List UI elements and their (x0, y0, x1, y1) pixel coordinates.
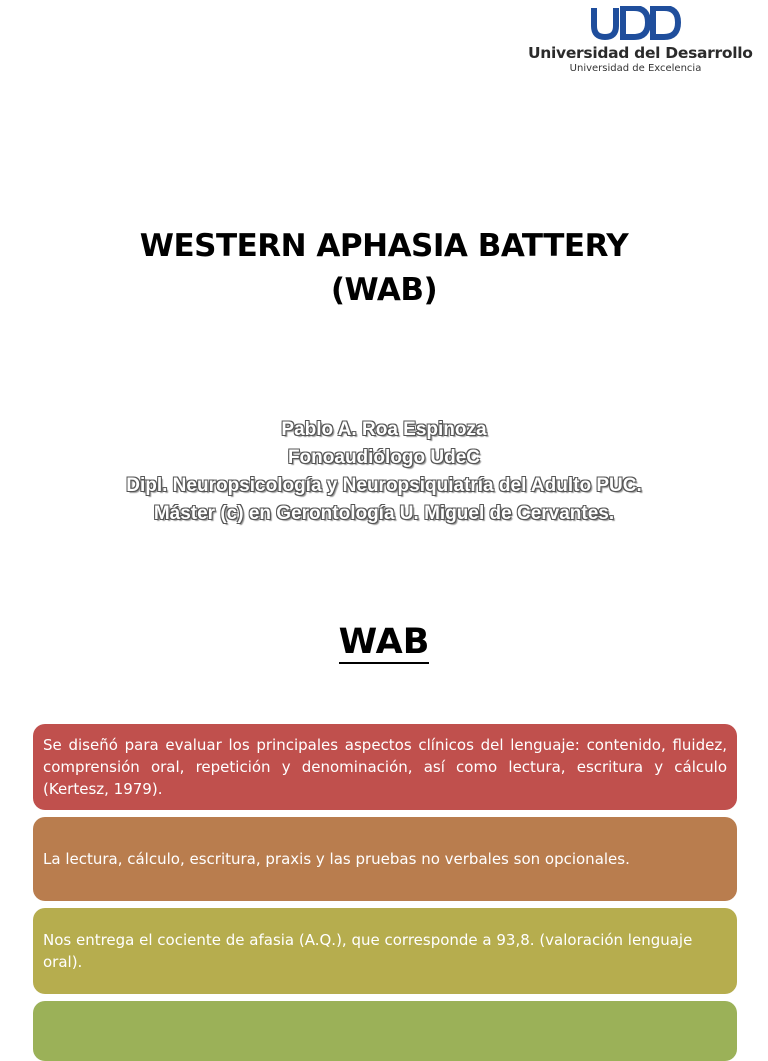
info-box-design (33, 724, 737, 810)
logo-name: Universidad del Desarrollo (528, 44, 753, 62)
udd-logo-icon (590, 6, 682, 40)
info-box-next (33, 1001, 737, 1061)
title-line-1: WESTERN APHASIA BATTERY (139, 228, 629, 264)
author-master: Máster (c) en Gerontología U. Miguel de Cervantes. (153, 503, 615, 524)
slide-title (40, 224, 728, 312)
info-box-design-text: Se diseñó para evaluar los principales aspectos clínicos del lenguaje: contenido, fluidez, comprensión oral, repetición y denominación, así como lectura, escritura y cálculo (Kertesz, 1979). (43, 736, 727, 798)
info-box-quotient-text: Nos entrega el cociente de afasia (A.Q.), que corresponde a 93,8. (valoración lenguaje oral). (43, 931, 693, 971)
author-diploma: Dipl. Neuropsicología y Neuropsiquiatría del Adulto PUC. (126, 475, 642, 496)
author-block (60, 416, 708, 528)
author-profession: Fonoaudiólogo UdeC (287, 447, 481, 468)
section-heading (0, 622, 768, 662)
info-box-optional (33, 817, 737, 901)
info-box-optional-text: La lectura, cálculo, escritura, praxis y las pruebas no verbales son opcionales. (43, 850, 630, 868)
info-box-quotient (33, 908, 737, 994)
section-heading-text: WAB (338, 622, 430, 662)
logo-tagline: Universidad de Excelencia (569, 63, 702, 74)
author-name: Pablo A. Roa Espinoza (281, 419, 487, 440)
title-line-2: (WAB) (330, 272, 438, 308)
university-logo (528, 6, 753, 78)
